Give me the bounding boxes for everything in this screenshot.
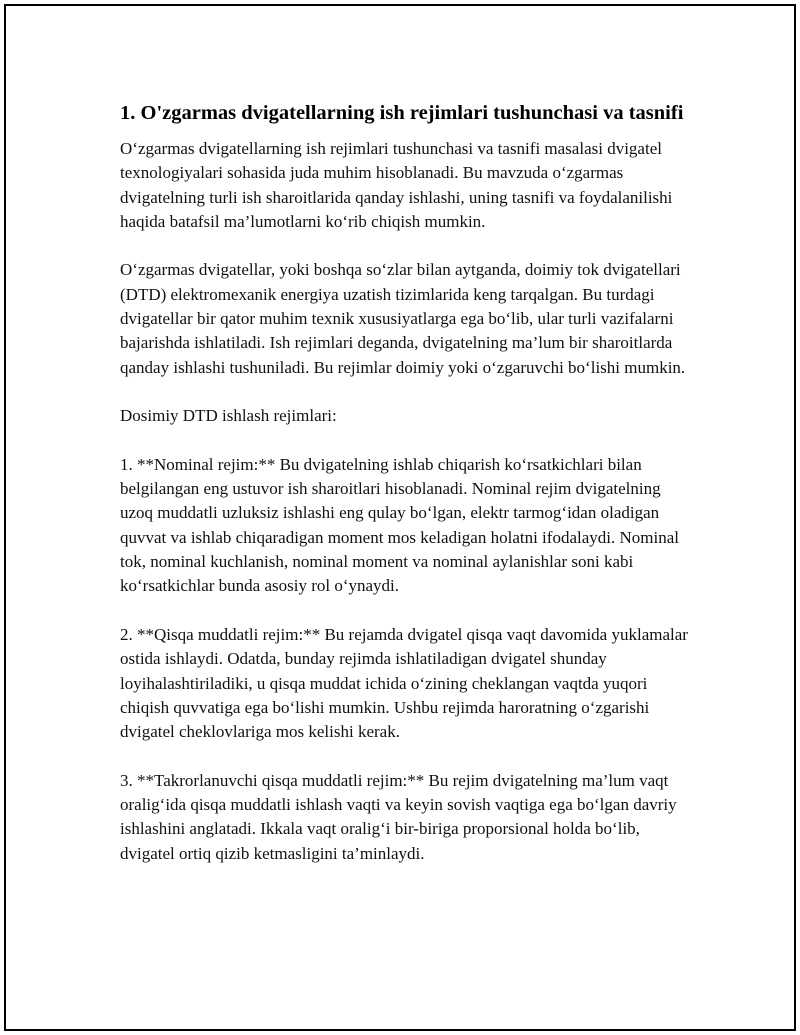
paragraph-modes-title: Dosimiy DTD ishlash rejimlari: xyxy=(120,406,337,426)
paragraph-repeated-short-term-mode: 3. **Takrorlanuvchi qisqa muddatli rejim:** Bu rejim dvigatelning ma’lum vaqt oralig‘ida qisqa muddatli ishlash vaqti va keyin sovish vaqtiga ega bo‘lgan davriy ishlashini anglatadi. Ikkala vaqt oralig‘i bir-biriga proporsional holda bo‘lib, dvigatel ortiq qizib ketmasligini ta’minlaydi. xyxy=(120,770,677,863)
paragraph-nominal-mode: 1. **Nominal rejim:** Bu dvigatelning ishlab chiqarish ko‘rsatkichlari bilan belgilangan eng ustuvor ish sharoitlari hisoblanadi. Nominal rejim dvigatelning uzoq muddatli uzluksiz ishlashi eng qulay bo‘lgan, elektr tarmog‘idan oladigan quvvat va ishlab chiqaradigan moment mos keladigan holatni ifodalaydi. Nominal tok, nominal kuchlanish, nominal moment va nominal aylanishlar soni kabi ko‘rsatkichlar bunda asosiy rol o‘ynaydi. xyxy=(120,454,679,596)
paragraph-intro: O‘zgarmas dvigatellarning ish rejimlari tushunchasi va tasnifi masalasi dvigatel texnologiyalari sohasida juda muhim hisoblanadi. Bu mavzuda o‘zgarmas dvigatelning turli ish sharoitlarida qanday ishlashi, uning tasnifi va foydalanilishi haqida batafsil ma’lumotlarni ko‘rib chiqish mumkin. xyxy=(120,139,673,231)
document-heading: 1. O'zgarmas dvigatellarning ish rejimlari tushunchasi va tasnifi xyxy=(120,102,684,124)
document-page xyxy=(4,4,796,1031)
paragraph-short-term-mode: 2. **Qisqa muddatli rejim:** Bu rejamda dvigatel qisqa vaqt davomida yuklamalar ostida ishlaydi. Odatda, bunday rejimda ishlatiladigan dvigatel shunday loyihalashtiriladiki, u qisqa muddat ichida o‘zining cheklangan vaqtda yuqori chiqish quvvatiga ega bo‘lishi mumkin. Ushbu rejimda haroratning o‘zgarishi dvigatel cheklovlariga mos kelishi kerak. xyxy=(120,624,688,742)
document-content xyxy=(120,100,688,866)
paragraph-dtd-overview: O‘zgarmas dvigatellar, yoki boshqa so‘zlar bilan aytganda, doimiy tok dvigatellari (DTD) elektromexanik energiya uzatish tizimlarida keng tarqalgan. Bu turdagi dvigatellar bir qator muhim texnik xususiyatlarga ega bo‘lib, ular turli vazifalarni bajarishda ishlatiladi. Ish rejimlari deganda, dvigatelning ma’lum bir sharoitlarda qanday ishlashi tushuniladi. Bu rejimlar doimiy yoki o‘zgaruvchi bo‘lishi mumkin. xyxy=(120,260,686,377)
